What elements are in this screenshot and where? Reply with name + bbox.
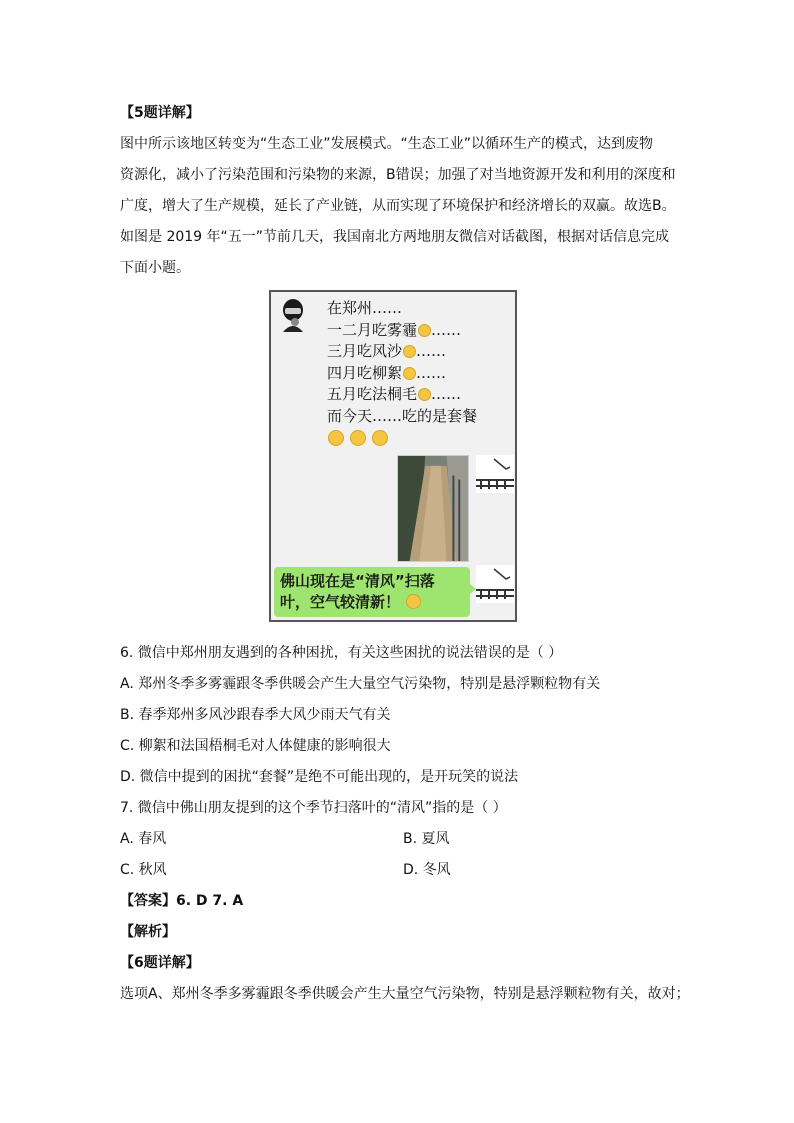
bubble-line: 叶，空气较清新！ [280, 593, 401, 611]
section5-heading: 【5题详解】 [120, 105, 200, 121]
question-7-option-c: C. 秋风 [120, 862, 167, 878]
bubble-line: 佛山现在是“清风”扫落 [280, 572, 435, 590]
leaves-road-photo [397, 455, 469, 562]
intro-line: 下面小题。 [120, 260, 190, 276]
bubble-tail [470, 584, 476, 594]
user-avatar-left-icon [279, 298, 307, 332]
smile-emoji-icon [418, 324, 431, 337]
section5-line: 广度，增大了生产规模，延长了产业链，从而实现了环境保护和经济增长的双赢。故选B。 [120, 198, 676, 214]
user-avatar-right-icon [476, 565, 514, 603]
question-6-option-c: C. 柳絮和法国梧桐毛对人体健康的影响很大 [120, 738, 391, 754]
ellipsis: …… [416, 342, 447, 360]
question-6-option-a: A. 郑州冬季多雾霾跟冬季供暖会产生大量空气污染物，特别是悬浮颗粒物有关 [120, 676, 601, 692]
question-7-stem: 7. 微信中佛山朋友提到的这个季节扫落叶的“清风”指的是（ ） [120, 800, 507, 816]
ellipsis: …… [431, 320, 462, 339]
question-7-option-b: B. 夏风 [403, 831, 450, 847]
ellipsis: …… [431, 385, 462, 403]
question-7-option-a: A. 春风 [120, 831, 167, 847]
answer-line: 【答案】6. D 7. A [120, 893, 244, 909]
smile-emoji-icon [403, 367, 416, 380]
ellipsis: …… [416, 363, 447, 382]
message-line: 三月吃风沙 [327, 342, 403, 360]
question-6-stem: 6. 微信中郑州朋友遇到的各种困扰，有关这些困扰的说法错误的是（ ） [120, 645, 563, 661]
grin-emoji-icon [406, 594, 421, 609]
message-line: 在郑州…… [327, 299, 403, 317]
zhengzhou-message [327, 298, 477, 451]
crying-emoji-icon [350, 430, 366, 446]
message-line: 而今天……吃的是套餐 [327, 406, 478, 425]
section6-line: 选项A、郑州冬季多雾霾跟冬季供暖会产生大量空气污染物，特别是悬浮颗粒物有关，故对； [120, 986, 690, 1002]
message-line: 一二月吃雾霾 [327, 320, 418, 339]
intro-line: 如图是 2019 年“五一”节前几天，我国南北方两地朋友微信对话截图，根据对话信息完成 [120, 229, 670, 245]
section5-line: 图中所示该地区转变为“生态工业”发展模式。“生态工业”以循环生产的模式，达到废物 [120, 136, 654, 152]
analysis-heading: 【解析】 [120, 924, 176, 940]
section5-line: 资源化，减小了污染范围和污染物的来源，B错误；加强了对当地资源开发和利用的深度和 [120, 167, 676, 183]
crying-emoji-icon [372, 430, 388, 446]
user-avatar-right-icon [476, 455, 514, 493]
smile-emoji-icon [403, 345, 416, 358]
crying-emoji-icon [328, 430, 344, 446]
message-line: 五月吃法桐毛 [327, 385, 418, 403]
question-7-option-d: D. 冬风 [403, 862, 451, 878]
foshan-message-bubble [274, 567, 470, 617]
sad-emoji-icon [418, 388, 431, 401]
message-line: 四月吃柳絮 [327, 363, 403, 382]
wechat-screenshot [269, 290, 517, 622]
question-6-option-b: B. 春季郑州多风沙跟春季大风少雨天气有关 [120, 707, 391, 723]
question-6-option-d: D. 微信中提到的困扰“套餐”是绝不可能出现的，是开玩笑的说法 [120, 769, 519, 785]
section6-heading: 【6题详解】 [120, 955, 200, 971]
